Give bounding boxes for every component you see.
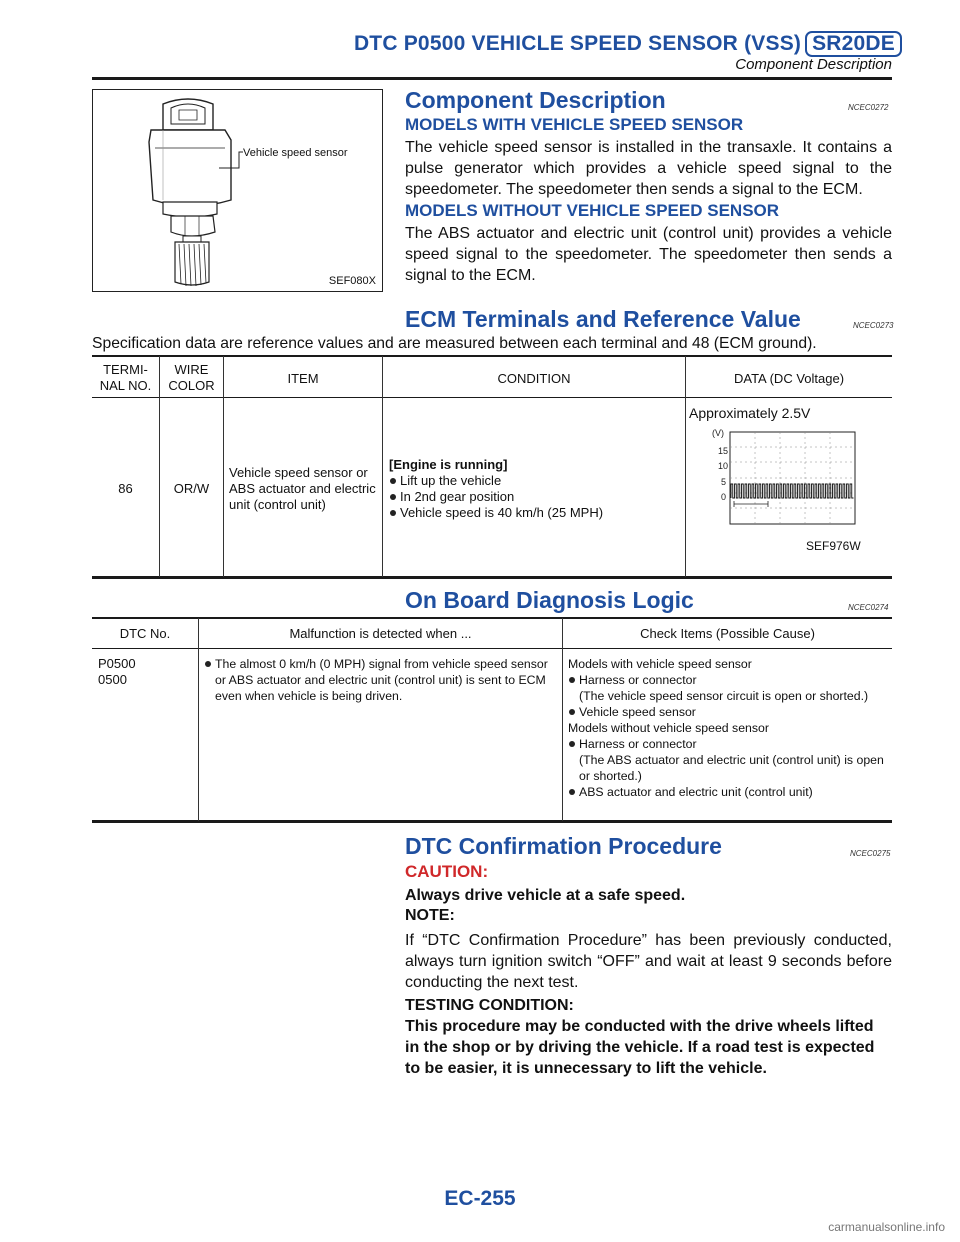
check-without-vss: Models without vehicle speed sensor <box>568 721 769 735</box>
component-description-title: Component Description <box>405 87 666 113</box>
ecm-terminals-title: ECM Terminals and Reference Value <box>405 306 801 332</box>
note-text: If “DTC Confirmation Procedure” has been previously conducted, always turn ignition switch “OFF” and wait at least 9 seconds before conducting the next test. <box>405 932 892 991</box>
scope-unit-label: (V) <box>712 428 724 438</box>
malfunction-cell <box>204 656 558 704</box>
page-number: EC-255 <box>444 1187 516 1210</box>
header-malfunction: Malfunction is detected when ... <box>289 626 472 641</box>
item-description: Vehicle speed sensor or ABS actuator and electric unit (control unit) <box>229 465 376 512</box>
note-label: NOTE: <box>405 907 455 924</box>
component-section-code: NCEC0272 <box>848 103 889 112</box>
check-items-cell <box>568 656 888 800</box>
header-data: DATA (DC Voltage) <box>733 371 845 386</box>
header-terminal-no: TERMI- NAL NO. <box>99 362 152 393</box>
header-rule <box>92 77 892 80</box>
page-header-title: DTC P0500 VEHICLE SPEED SENSOR (VSS) SR20DE <box>287 31 902 57</box>
engine-badge: SR20DE <box>805 31 902 57</box>
header-condition: CONDITION <box>497 371 571 386</box>
sensor-callout-label: Vehicle speed sensor <box>243 147 348 159</box>
dtc-number: P0500 0500 <box>98 656 136 687</box>
condition-cell <box>389 457 681 521</box>
condition-item: In 2nd gear position <box>389 489 681 505</box>
check-with-vss: Models with vehicle speed sensor <box>568 657 752 671</box>
vehicle-speed-sensor-illustration <box>93 90 382 291</box>
ecm-intro: Specification data are reference values and are measured between each terminal and 48 (ECM ground). <box>92 335 817 352</box>
scope-tick-10: 10 <box>718 461 729 471</box>
data-value: Approximately 2.5V <box>689 405 811 421</box>
models-with-vss-heading: MODELS WITH VEHICLE SPEED SENSOR <box>405 115 744 134</box>
header-check-items: Check Items (Possible Cause) <box>640 626 815 641</box>
terminal-number: 86 <box>118 481 133 496</box>
testing-condition-text: This procedure may be conducted with the drive wheels lifted in the shop or by driving the vehicle. If a road test is expected to be easier, it is unnecessary to lift the vehicle. <box>405 1018 875 1077</box>
header-dtc-no: DTC No. <box>119 626 171 641</box>
condition-item: Lift up the vehicle <box>389 473 681 489</box>
obd-logic-title: On Board Diagnosis Logic <box>405 587 694 613</box>
header-item: ITEM <box>287 371 319 386</box>
vehicle-speed-sensor-figure <box>92 89 383 292</box>
obd-section-code: NCEC0274 <box>848 603 889 612</box>
models-with-vss-paragraph: The vehicle speed sensor is installed in the transaxle. It contains a pulse generator which provides a vehicle speed signal to the speedometer. The speedometer then sends a signal to the ECM. <box>405 139 892 198</box>
oscilloscope-waveform <box>700 426 862 530</box>
check-item: Harness or connector (The ABS actuator and electric unit (control unit) is open or shorted.) <box>568 736 888 784</box>
testing-condition-label: TESTING CONDITION: <box>405 997 574 1014</box>
dtc-confirmation-title: DTC Confirmation Procedure <box>405 833 722 859</box>
check-item: ABS actuator and electric unit (control unit) <box>568 784 888 800</box>
header-wire-color: WIRE COLOR <box>168 362 215 393</box>
dtc-confirmation-code: NCEC0275 <box>850 849 891 858</box>
watermark: carmanualsonline.info <box>828 1220 945 1234</box>
check-item: Vehicle speed sensor <box>568 704 888 720</box>
scope-tick-5: 5 <box>721 477 727 487</box>
models-without-vss-paragraph: The ABS actuator and electric unit (control unit) provides a vehicle speed signal to the speedometer. The speedometer then sends a signal to the ECM. <box>405 225 892 284</box>
condition-item: Vehicle speed is 40 km/h (25 MPH) <box>389 505 681 521</box>
wire-color: OR/W <box>173 481 210 496</box>
scope-tick-15: 15 <box>718 446 729 456</box>
malfunction-text: The almost 0 km/h (0 MPH) signal from vehicle speed sensor or ABS actuator and electric unit (control unit) is sent to ECM even when vehicle is being driven. <box>204 656 558 704</box>
condition-title: [Engine is running] <box>389 457 508 472</box>
models-without-vss-heading: MODELS WITHOUT VEHICLE SPEED SENSOR <box>405 201 780 220</box>
caution-text: Always drive vehicle at a safe speed. <box>405 887 686 904</box>
ecm-section-code: NCEC0273 <box>853 321 894 330</box>
page-header-subtitle: Component Description <box>735 56 892 73</box>
scope-tick-0: 0 <box>721 492 727 502</box>
figure-code: SEF080X <box>328 275 376 287</box>
check-item: Harness or connector (The vehicle speed sensor circuit is open or shorted.) <box>568 672 888 704</box>
scope-figure-code: SEF976W <box>806 539 861 553</box>
caution-label: CAUTION: <box>405 862 489 881</box>
